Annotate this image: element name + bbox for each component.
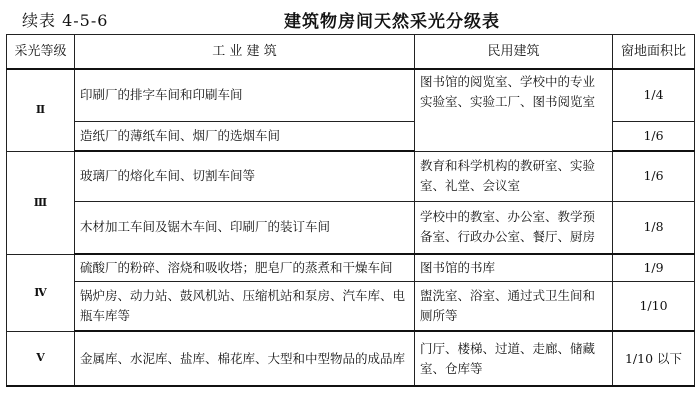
table-row — [7, 254, 695, 281]
grade-group-2 — [7, 69, 695, 151]
grade-group-5 — [7, 331, 695, 386]
industrial-cell: 锅炉房、动力站、鼓风机站、压缩机站和泵房、汽车库、电瓶车库等 — [75, 281, 415, 331]
civil-cell: 盥洗室、浴室、通过式卫生间和厕所等 — [415, 281, 613, 331]
table-row — [7, 201, 695, 254]
header-ratio: 窗地面积比 — [613, 35, 695, 70]
civil-cell: 教育和科学机构的教研室、实验室、礼堂、会议室 — [415, 151, 613, 201]
ratio-cell: 1/10 — [613, 281, 695, 331]
table-row — [7, 151, 695, 201]
table-row — [7, 281, 695, 331]
industrial-cell: 硫酸厂的粉碎、溶烧和吸收塔；肥皂厂的蒸煮和干燥车间 — [75, 254, 415, 281]
ratio-cell: 1/6 — [613, 121, 695, 151]
grade-level-cell: Ⅲ — [7, 151, 75, 254]
industrial-cell: 玻璃厂的熔化车间、切割车间等 — [75, 151, 415, 201]
ratio-cell: 1/4 — [613, 69, 695, 121]
grade-level-cell: Ⅳ — [7, 254, 75, 331]
grade-level-cell: Ⅱ — [7, 69, 75, 151]
grade-group-3 — [7, 151, 695, 254]
header-row — [7, 35, 695, 70]
ratio-cell: 1/10 以下 — [613, 331, 695, 386]
ratio-cell: 1/6 — [613, 151, 695, 201]
industrial-cell: 金属库、水泥库、盐库、棉花库、大型和中型物品的成品库 — [75, 331, 415, 386]
lighting-grade-table — [6, 34, 695, 387]
header-civil: 民用建筑 — [415, 35, 613, 70]
civil-cell: 图书馆的书库 — [415, 254, 613, 281]
industrial-cell: 造纸厂的薄纸车间、烟厂的选烟车间 — [75, 121, 415, 151]
grade-group-4 — [7, 254, 695, 331]
civil-cell: 图书馆的阅览室、学校中的专业实验室、实验工厂、图书阅览室 — [415, 69, 613, 151]
table-caption — [0, 6, 700, 30]
industrial-cell: 木材加工车间及锯木车间、印刷厂的装订车间 — [75, 201, 415, 254]
ratio-cell: 1/9 — [613, 254, 695, 281]
industrial-cell: 印刷厂的排字车间和印刷车间 — [75, 69, 415, 121]
table-title: 建筑物房间天然采光分级表 — [284, 12, 500, 32]
table-row — [7, 69, 695, 121]
header-industrial: 工 业 建 筑 — [75, 35, 415, 70]
civil-cell: 门厅、楼梯、过道、走廊、储藏室、仓库等 — [415, 331, 613, 386]
table-row — [7, 331, 695, 386]
grade-level-cell: Ⅴ — [7, 331, 75, 386]
civil-cell: 学校中的教室、办公室、教学预备室、行政办公室、餐厅、厨房 — [415, 201, 613, 254]
ratio-cell: 1/8 — [613, 201, 695, 254]
table-number: 续表 4-5-6 — [22, 11, 109, 30]
header-level: 采光等级 — [7, 35, 75, 70]
